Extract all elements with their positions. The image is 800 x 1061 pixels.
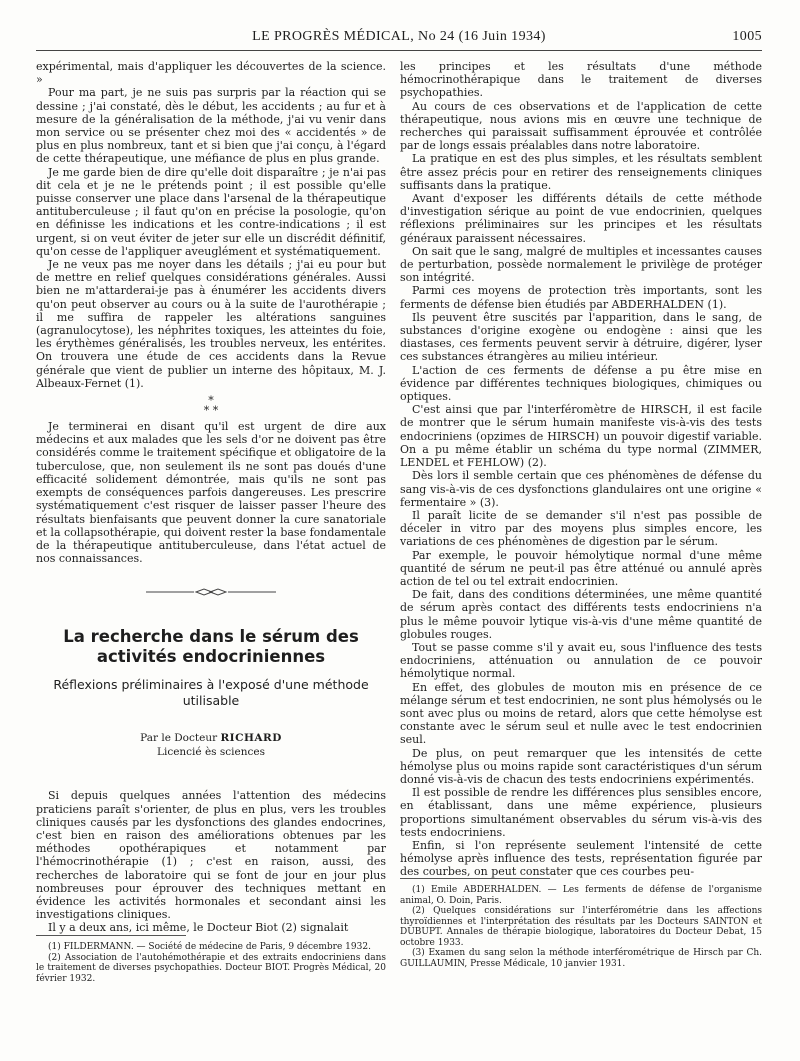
article-subtitle: Réflexions préliminaires à l'exposé d'une méthode utilisable <box>53 677 369 709</box>
paragraph: Pour ma part, je ne suis pas surpris par la réaction qui se dessine ; j'ai constaté, dès le début, les accidents ; au fur et à mesure de la généralisation de la méthode, j'ai vu venir dans mon service ou se présenter chez moi des « accidentés » de plus en plus nombreux, tant et si bien que j'ai conçu, à l'égard de cette thérapeutique, une méfiance de plus en plus grande. <box>36 86 386 166</box>
paragraph: Avant d'exposer les différents détails de cette méthode d'investigation sérique au point de vue endocrinien, quelques réflexions préliminaires sur les principes et les résultats généraux paraissent nécessaires. <box>400 192 762 245</box>
journal-title: LE PROGRÈS MÉDICAL, No 24 (16 Juin 1934) <box>252 29 546 44</box>
page-number: 1005 <box>732 29 762 44</box>
left-column <box>36 60 386 1050</box>
author-credential: Licencié ès sciences <box>156 746 265 759</box>
paragraph: Je me garde bien de dire qu'elle doit disparaître ; je n'ai pas dit cela et je ne le prétends point ; il est possible qu'elle puisse conserver une place dans l'arsenal de la thérapeutique antituberculeuse ; il faut qu'on en précise la posologie, qu'on en définisse les indications et les contre-indications ; il est urgent, si on veut éviter de jeter sur elle un discrédit définitif, qu'on cesse de l'appliquer aveuglément et systématiquement. <box>36 165 386 258</box>
paragraph: La pratique en est des plus simples, et les résultats semblent être assez précis pour en retirer des renseignements cliniques suffisants dans la pratique. <box>400 152 762 192</box>
paragraph: On sait que le sang, malgré de multiples et incessantes causes de perturbation, possède normalement le privilège de protéger son intégrité. <box>400 244 762 285</box>
header-rule <box>36 50 762 51</box>
running-header <box>36 29 762 49</box>
paragraph: Enfin, si l'on représente seulement l'intensité de cette hémolyse après influence des tests, représentation figurée par des courbes, on peut constater que ces courbes peu- <box>400 838 762 879</box>
paragraph: Parmi ces moyens de protection très importants, sont les ferments de défense bien étudiés par ABDERHALDEN (1). <box>400 284 762 311</box>
paragraph: Il y a deux ans, ici même, le Docteur Biot (2) signalait <box>48 921 349 935</box>
footnote-rule <box>36 935 186 936</box>
paragraph: De plus, on peut remarquer que les intensités de cette hémolyse plus ou moins rapide sont caractéristiques d'un sérum donné vis-à-vis de chacun des tests endocriniens expérimentés. <box>400 746 762 786</box>
paragraph: Dès lors il semble certain que ces phénomènes de défense du sang vis-à-vis de ces dysfonctions glandulaires ont une origine « fermentaire » (3). <box>400 469 762 509</box>
author-name: RICHARD <box>220 732 282 745</box>
paragraph: expérimental, mais d'appliquer les découvertes de la science. » <box>36 60 386 87</box>
paragraph: Il est possible de rendre les différences plus sensibles encore, en établissant, dans une même expérience, plusieurs proportions simultanément observables du sérum vis-à-vis des tests endocriniens. <box>400 786 762 839</box>
paragraph: Tout se passe comme s'il y avait eu, sous l'influence des tests endocriniens, atténuation ou annulation de ce pouvoir hémolytique normal. <box>400 640 762 681</box>
paragraph: Je ne veux pas me noyer dans les détails ; j'ai eu pour but de mettre en relief quelques considérations générales. Aussi bien ne m'attarderai-je pas à énumérer les accidents divers qu'on peut observer au cours ou à la suite de l'aurothérapie ; il me suffira de rappeler les altérations sanguines (agranulocytose), les néphrites toxiques, les atteintes du foie, les érythèmes généralisés, les troubles nerveux, les entérites. On trouvera une étude de ces accidents dans la Revue générale que vient de publier un interne des hôpitaux, M. J. Albeaux-Fernet (1). <box>36 258 386 390</box>
byline-prefix: Par le Docteur <box>140 732 218 745</box>
paragraph: Si depuis quelques années l'attention des médecins praticiens paraît s'orienter, de plus en plus, vers les troubles cliniques causés par les dysfonctions des glandes endocrines, c'est bien en raison des améliorations obtenues par les méthodes opothérapiques et notamment par l'hémocrinothérapie (1) ; c'est en raison, aussi, des recherches de laboratoire qui se font de jour en jour plus nombreuses pour éprouver des techniques mettant en évidence les activités hormonales et secondant ainsi les investigations cliniques. <box>36 789 386 922</box>
paragraph: les principes et les résultats d'une méthode hémocrinothérapique dans le traitement de diverses psychopathies. <box>400 60 762 100</box>
paragraph: C'est ainsi que par l'interféromètre de HIRSCH, il est facile de montrer que le sérum humain manifeste vis-à-vis des tests endocriniens (opzimes de HIRSCH) un pouvoir digestif variable. On a pu même établir un schéma du type normal (ZIMMER, LENDEL et FEHLOW) (2). <box>400 403 762 470</box>
paragraph: De fait, dans des conditions déterminées, une même quantité de sérum après contact des différents tests endocriniens n'a plus le même pouvoir lytique vis-à-vis d'une même quantité de globules rouges. <box>400 588 762 641</box>
paragraph: Au cours de ces observations et de l'application de cette thérapeutique, nous avions mis en œuvre une technique de recherches qui paraissait suffisamment éprouvée et contrôlée par de longs essais préalables dans notre laboratoire. <box>400 99 762 153</box>
section-ornament <box>146 587 276 597</box>
footnote: (3) Examen du sang selon la méthode interférométrique de Hirsch par Ch. GUILLAUMIN, Presse Médicale, 10 janvier 1931. <box>400 948 762 969</box>
right-footnotes <box>400 868 762 969</box>
footnote: (2) Association de l'autohémothérapie et des extraits endocriniens dans le traitement de diverses psychopathies. Docteur BIOT. Progrès Médical, 20 février 1932. <box>36 952 386 984</box>
left-footnotes <box>36 925 386 984</box>
footnote-rule <box>400 878 550 879</box>
footnote: (1) Emile ABDERHALDEN. — Les ferments de défense de l'organisme animal, O. Doin, Paris. <box>400 885 762 906</box>
asterism: * * * <box>203 394 219 418</box>
paragraph: Il paraît licite de se demander s'il n'est pas possible de déceler in vitro par des moyens plus simples encore, les variations de ces phénomènes de digestion par le sérum. <box>400 508 762 549</box>
byline <box>36 731 386 745</box>
paragraph: Je terminerai en disant qu'il est urgent de dire aux médecins et aux malades que les sels d'or ne doivent pas être considérés comme le traitement spécifique et obligatoire de la tuberculose, que, non seulement ils ne sont pas doués d'une efficacité solidement démontrée, mais qu'ils ne sont pas exempts de conséquences parfois dangereuses. Les prescrire systématiquement c'est risquer de laisser passer l'heure des résultats bienfaisants que peuvent donner la cure sanatoriale et la collapsothérapie, qui doivent rester la base fondamentale de la thérapeutique antituberculeuse, dans l'état actuel de nos connaissances. <box>36 420 386 566</box>
paragraph: L'action de ces ferments de défense a pu être mise en évidence par différentes techniques biologiques, chimiques ou optiques. <box>400 363 762 404</box>
paragraph: En effet, des globules de mouton mis en présence de ce mélange sérum et test endocrinien, ne sont plus hémolysés ou le sont avec plus ou moins de retard, alors que cette hémolyse est constante avec le sérum seul et nulle avec le test endocrinien seul. <box>400 680 762 747</box>
footnote: (1) FILDERMANN. — Société de médecine de Paris, 9 décembre 1932. <box>48 942 371 952</box>
paragraph: Par exemple, le pouvoir hémolytique normal d'une même quantité de sérum ne peut-il pas être atténué ou annulé après action de tel ou tel extrait endocrinien. <box>400 548 762 588</box>
footnote: (2) Quelques considérations sur l'interférométrie dans les affections thyroïdiennes et l'interprétation des résultats par les Docteurs SAINTON et DUBUPT. Annales de thérapie biologique, laboratoires du Docteur Debat, 15 octobre 1933. <box>400 906 762 948</box>
paragraph: Ils peuvent être suscités par l'apparition, dans le sang, de substances d'origine exogène ou endogène : ainsi que les diastases, ces ferments peuvent servir à détruire, digérer, lyser ces substances étrangères au milieu intérieur. <box>400 310 762 364</box>
article-title: La recherche dans le sérum des activités endocriniennes <box>63 627 359 667</box>
